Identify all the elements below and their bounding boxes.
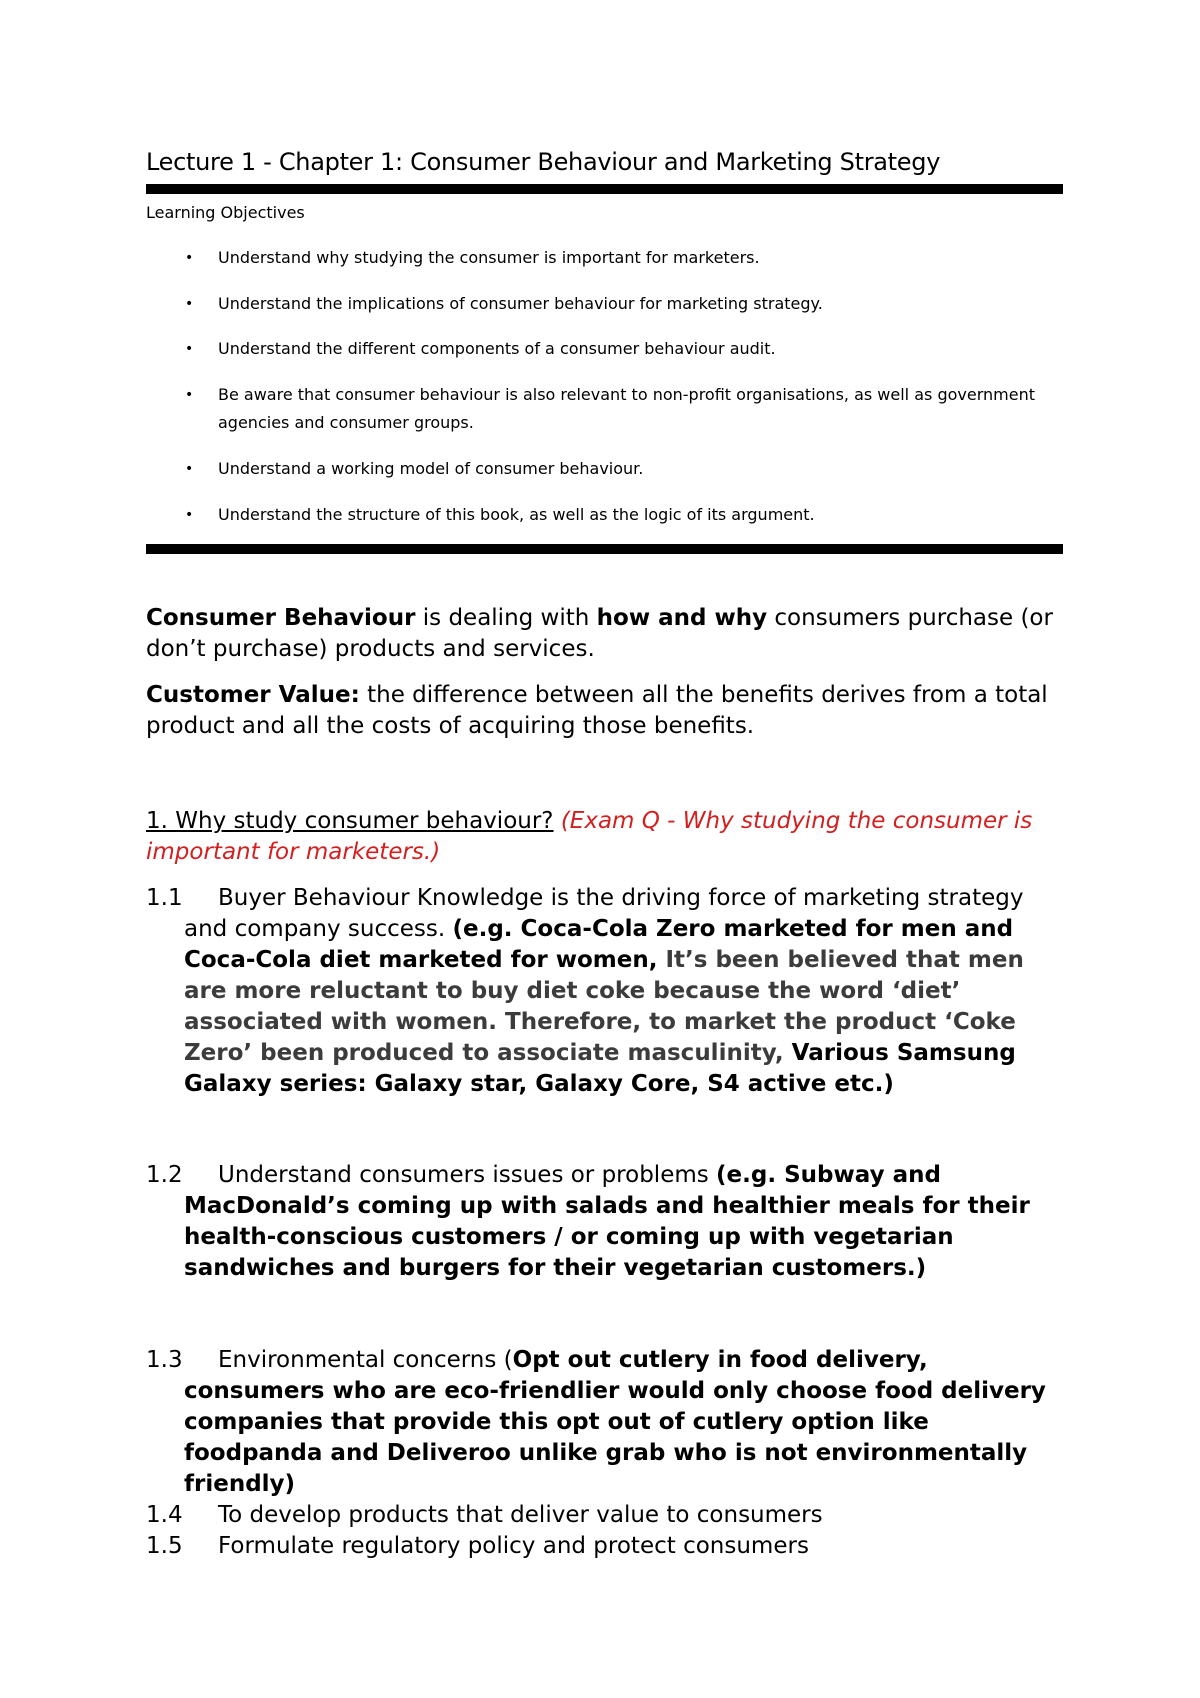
objective-text: Understand a working model of consumer behaviour. [218,459,644,478]
objective-item [185,455,1038,483]
exam-note: (Exam Q - Why studying the consumer is important for marketers.) [146,808,1033,865]
item-number: 1.2 [146,1162,183,1188]
list-item: 1.1 Buyer Behaviour Knowledge is the driving force of marketing strategy and company success. (e.g. Coca-Cola Zero marketed for men and Coca-Cola diet marketed for women, It’s been believed that men are more reluctant to buy diet coke because the word ‘diet’ associated with women. Therefore, to market the product ‘Coke Zero’ been produced to associate masculinity, Various Samsung Galaxy series: Galaxy star, Galaxy Core, S4 active etc.) [146,885,1024,1097]
bullet-icon: • [185,507,194,523]
objective-item [185,290,1038,318]
objective-item [185,381,1038,437]
objective-item [185,244,1038,272]
term-consumer-behaviour: Consumer Behaviour [146,605,416,631]
objective-item [185,501,1038,529]
customer-value-definition: Customer Value: the difference between all the benefits derives from a total product and all the costs of acquiring those benefits. [146,682,1048,739]
objective-text: Understand why studying the consumer is important for marketers. [218,248,760,267]
bullet-icon: • [185,341,194,357]
objective-text: Understand the structure of this book, as well as the logic of its argument. [218,505,815,524]
consumer-behaviour-definition: Consumer Behaviour is dealing with how and why consumers purchase (or don’t purchase) products and services. [146,605,1053,662]
bullet-icon: • [185,296,194,312]
list-item: 1.5 Formulate regulatory policy and protect consumers [146,1531,1066,1562]
item-number: 1.3 [146,1347,183,1373]
objective-text: Be aware that consumer behaviour is also relevant to non-profit organisations, as well as government agencies and consumer groups. [218,385,1035,432]
objective-item [185,335,1038,363]
top-divider [146,184,1063,194]
item-number: 1.4 [146,1502,183,1528]
item-number: 1.1 [146,885,183,911]
section-title: 1. Why study consumer behaviour? [146,808,554,834]
section-heading [146,806,1076,868]
objective-text: Understand the different components of a consumer behaviour audit. [218,339,776,358]
list-item: 1.4 To develop products that deliver value to consumers [146,1500,1066,1531]
bullet-icon: • [185,387,194,403]
item-number: 1.5 [146,1533,183,1559]
term-customer-value: Customer Value: [146,682,360,708]
list-item: 1.2 Understand consumers issues or problems (e.g. Subway and MacDonald’s coming up with salads and healthier meals for their health-conscious customers / or coming up with vegetarian sandwiches and burgers for their vegetarian customers.) [146,1162,1030,1281]
list-item: 1.3 Environmental concerns (Opt out cutlery in food delivery, consumers who are eco-friendlier would only choose food delivery companies that provide this opt out of cutlery option like foodpanda and Deliveroo unlike grab who is not environmentally friendly) [146,1347,1046,1497]
bullet-icon: • [185,250,194,266]
objective-text: Understand the implications of consumer behaviour for marketing strategy. [218,294,823,313]
bullet-icon: • [185,461,194,477]
learning-objectives-label: Learning Objectives [146,203,305,222]
bottom-divider [146,544,1063,554]
page-title: Lecture 1 - Chapter 1: Consumer Behaviour and Marketing Strategy [146,148,941,176]
